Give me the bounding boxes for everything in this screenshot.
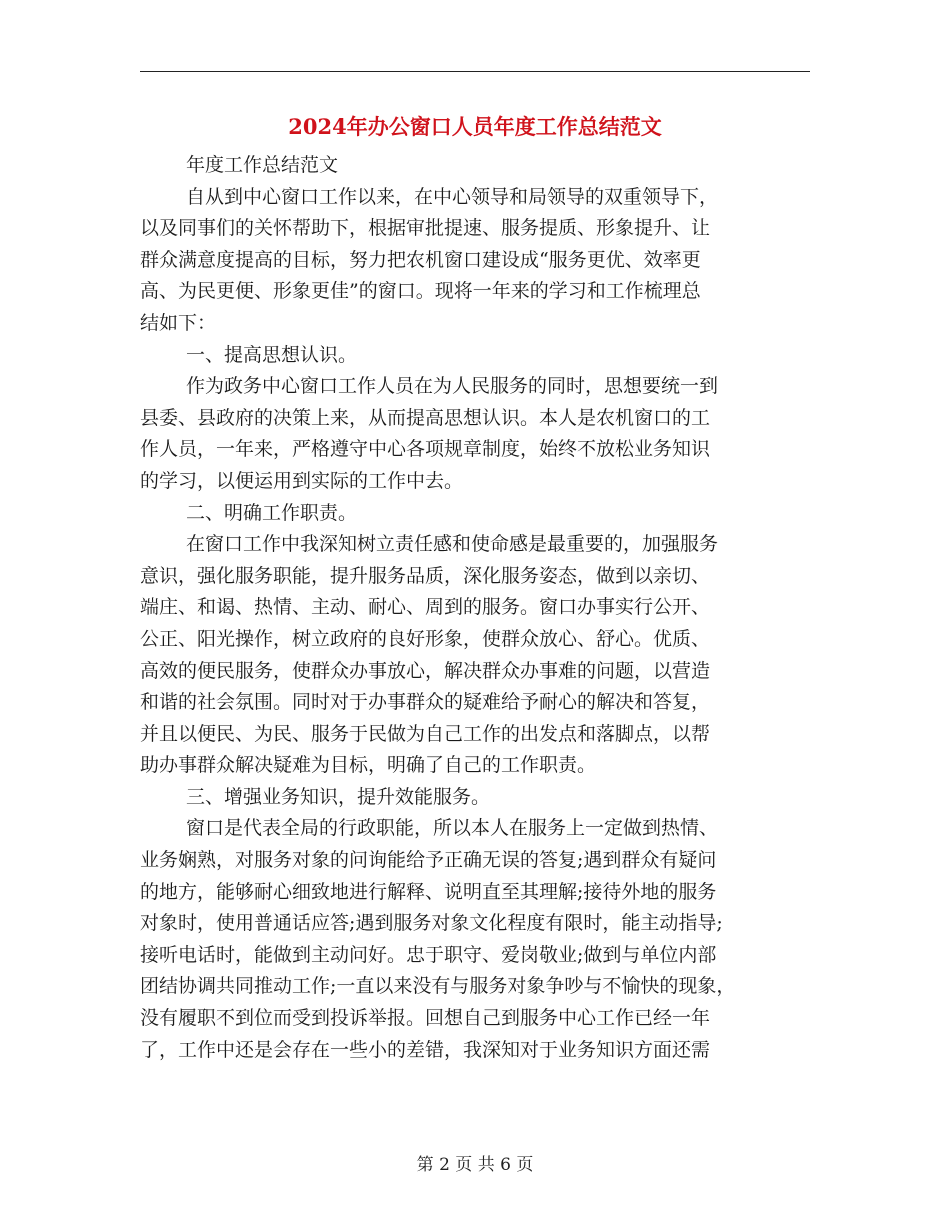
body-line: 的地方，能够耐心细致地进行解释、说明直至其理解;接待外地的服务 bbox=[140, 880, 717, 903]
header-rule bbox=[140, 71, 810, 72]
body-line: 的学习，以便运用到实际的工作中去。 bbox=[140, 469, 464, 492]
body-line: 群众满意度提高的目标，努力把农机窗口建设成“服务更优、效率更 bbox=[140, 248, 701, 271]
body-line: 端庄、和谒、热情、主动、耐心、周到的服务。窗口办事实行公开、 bbox=[140, 596, 711, 619]
body-line: 县委、县政府的决策上来，从而提高思想认识。本人是农机窗口的工 bbox=[140, 406, 711, 429]
body-line: 高、为民更便、形象更佳”的窗口。现将一年来的学习和工作梳理总 bbox=[140, 280, 701, 303]
body-line: 结如下： bbox=[140, 311, 217, 334]
body-line: 二、明确工作职责。 bbox=[186, 501, 358, 524]
body-line: 高效的便民服务，使群众办事放心，解决群众办事难的问题，以营造 bbox=[140, 659, 711, 682]
body-line: 助办事群众解决疑难为目标，明确了自己的工作职责。 bbox=[140, 754, 597, 777]
body-line: 团结协调共同推动工作;一直以来没有与服务对象争吵与不愉快的现象， bbox=[140, 975, 736, 998]
body-line: 公正、阳光操作，树立政府的良好形象，使群众放心、舒心。优质、 bbox=[140, 627, 711, 650]
page-number: 第 2 页 共 6 页 bbox=[416, 1155, 534, 1175]
body-line: 接听电话时，能做到主动问好。忠于职守、爱岗敬业;做到与单位内部 bbox=[140, 943, 717, 966]
body-line: 三、增强业务知识，提升效能服务。 bbox=[186, 785, 491, 808]
body-line: 对象时，使用普通话应答;遇到服务对象文化程度有限时，能主动指导; bbox=[140, 912, 723, 935]
document-body bbox=[140, 150, 810, 1066]
body-line: 以及同事们的关怀帮助下，根据审批提速、服务提质、形象提升、让 bbox=[140, 217, 711, 240]
body-line: 年度工作总结范文 bbox=[186, 154, 339, 176]
body-line: 窗口是代表全局的行政职能，所以本人在服务上一定做到热情、 bbox=[186, 817, 719, 840]
body-line: 作人员，一年来，严格遵守中心各项规章制度，始终不放松业务知识 bbox=[140, 438, 711, 461]
body-line: 作为政务中心窗口工作人员在为人民服务的同时，思想要统一到 bbox=[186, 375, 719, 398]
body-line: 和谐的社会氛围。同时对于办事群众的疑难给予耐心的解决和答复， bbox=[140, 691, 711, 714]
body-line: 在窗口工作中我深知树立责任感和使命感是最重要的，加强服务 bbox=[186, 533, 719, 556]
body-line: 并且以便民、为民、服务于民做为自己工作的出发点和落脚点，以帮 bbox=[140, 722, 711, 745]
body-line: 意识，强化服务职能，提升服务品质，深化服务姿态，做到以亲切、 bbox=[140, 564, 711, 587]
body-line: 业务娴熟，对服务对象的问询能给予正确无误的答复;遇到群众有疑问 bbox=[140, 849, 717, 872]
document-title: 2024年办公窗口人员年度工作总结范文 bbox=[288, 114, 662, 139]
body-line: 自从到中心窗口工作以来，在中心领导和局领导的双重领导下， bbox=[186, 185, 719, 208]
body-line: 一、提高思想认识。 bbox=[186, 343, 358, 366]
body-line: 没有履职不到位而受到投诉举报。回想自己到服务中心工作已经一年 bbox=[140, 1007, 711, 1030]
body-line: 了，工作中还是会存在一些小的差错，我深知对于业务知识方面还需 bbox=[140, 1038, 711, 1061]
